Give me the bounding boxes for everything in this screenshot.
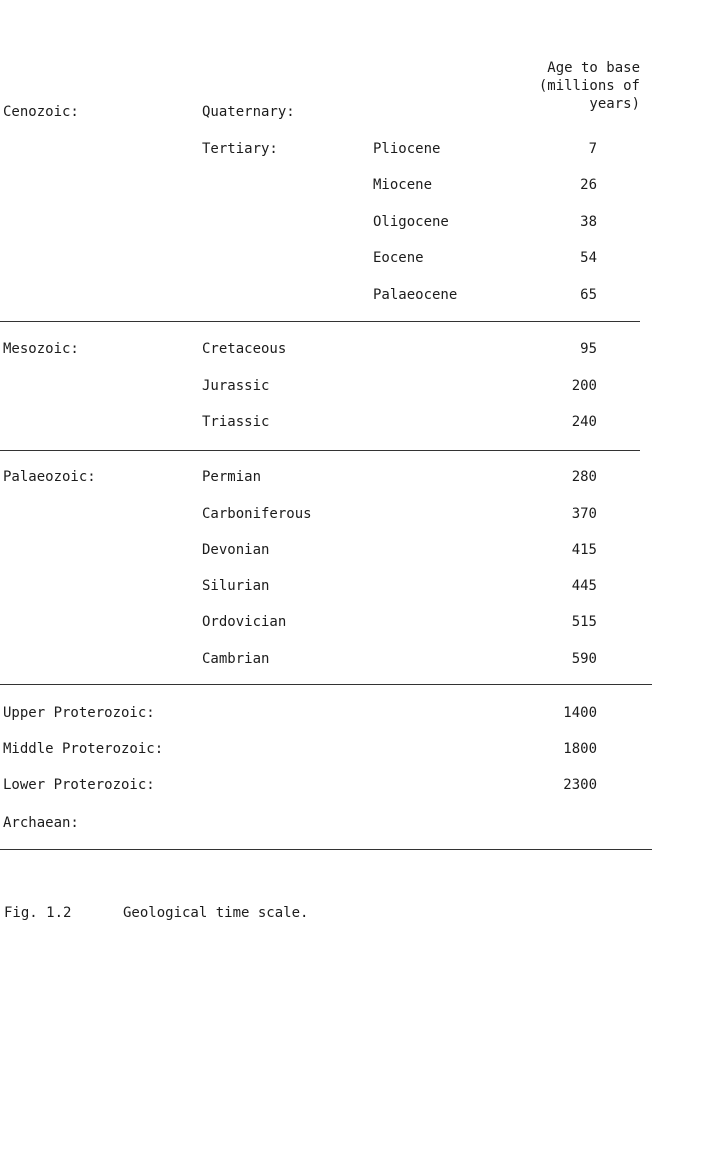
era-label-mesozoic: Mesozoic:: [3, 341, 79, 357]
period-age: 280: [571, 469, 597, 485]
age-header-line2: (millions of: [538, 78, 640, 94]
period-age: 240: [571, 414, 597, 430]
era-label-proterozoic: Upper Proterozoic:: [3, 705, 155, 721]
period-age: 590: [571, 651, 597, 667]
period-age: 95: [580, 341, 597, 357]
divider-rule: [0, 321, 640, 322]
period-age: 370: [571, 506, 597, 522]
era-age: 2300: [563, 777, 597, 793]
epoch-age: 7: [588, 141, 597, 157]
figure-label: Fig. 1.2: [4, 905, 72, 921]
epoch-age: 65: [580, 287, 597, 303]
era-label-palaeozoic: Palaeozoic:: [3, 469, 96, 485]
epoch-name: Palaeocene: [373, 287, 458, 303]
divider-rule: [0, 849, 652, 850]
period-name: Triassic: [202, 414, 270, 430]
period-name: Ordovician: [202, 614, 287, 630]
divider-rule: [0, 684, 652, 685]
era-label-proterozoic: Middle Proterozoic:: [3, 741, 164, 757]
age-header-line1: Age to base: [547, 60, 640, 76]
divider-rule: [0, 450, 640, 451]
figure-caption: Geological time scale.: [123, 905, 309, 921]
period-label-tertiary: Tertiary:: [202, 141, 278, 157]
age-header-line3: years): [589, 96, 640, 112]
period-name: Carboniferous: [202, 506, 312, 522]
era-label-archaean: Archaean:: [3, 815, 79, 831]
epoch-age: 26: [580, 177, 597, 193]
period-age: 445: [571, 578, 597, 594]
period-name: Jurassic: [202, 378, 270, 394]
period-name: Silurian: [202, 578, 270, 594]
era-age: 1400: [563, 705, 597, 721]
epoch-age: 38: [580, 214, 597, 230]
period-age: 415: [571, 542, 597, 558]
epoch-age: 54: [580, 250, 597, 266]
period-name: Cambrian: [202, 651, 270, 667]
period-age: 515: [571, 614, 597, 630]
period-label-quaternary: Quaternary:: [202, 104, 295, 120]
period-age: 200: [571, 378, 597, 394]
era-label-cenozoic: Cenozoic:: [3, 104, 79, 120]
period-name: Permian: [202, 469, 262, 485]
epoch-name: Eocene: [373, 250, 424, 266]
epoch-name: Miocene: [373, 177, 433, 193]
epoch-name: Pliocene: [373, 141, 441, 157]
epoch-name: Oligocene: [373, 214, 449, 230]
era-label-proterozoic: Lower Proterozoic:: [3, 777, 155, 793]
era-age: 1800: [563, 741, 597, 757]
period-name: Cretaceous: [202, 341, 287, 357]
period-name: Devonian: [202, 542, 270, 558]
